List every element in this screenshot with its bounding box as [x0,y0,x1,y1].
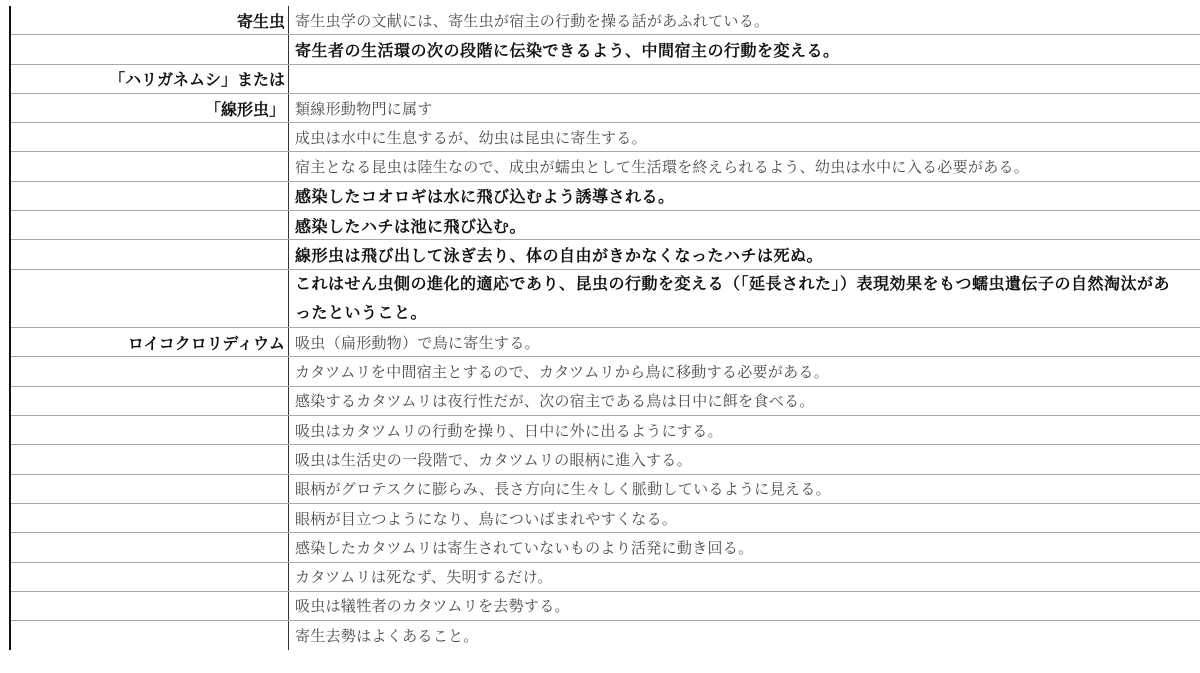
row-text: 成虫は水中に生息するが、幼虫は昆虫に寄生する。 [295,128,647,147]
row-text: 線形虫は飛び出して泳ぎ去り、体の自由がきかなくなったハチは死ぬ。 [295,246,824,266]
row-text: 吸虫は犠牲者のカタツムリを去勢する。 [295,597,570,616]
row-text: 類線形動物門に属す [295,99,433,118]
row-header [11,416,289,444]
row-header [11,621,289,650]
table-row [11,211,1200,240]
row-header [11,35,289,63]
table-row [11,6,1200,35]
row-header [11,182,289,210]
table-row [11,621,1200,650]
table-row [11,533,1200,562]
row-text: 感染したハチは池に飛び込む。 [295,216,527,236]
row-text: 眼柄が目立つようになり、鳥についばまれやすくなる。 [295,509,678,528]
table-row [11,357,1200,386]
row-text: カタツムリは死なず、失明するだけ。 [295,568,553,587]
row-text: 寄生虫学の文献には、寄生虫が宿主の行動を操る話があふれている。 [295,11,770,30]
row-header [11,563,289,591]
row-header [11,504,289,532]
spreadsheet-table [9,6,1200,650]
row-text: これはせん虫側の進化的適応であり、昆虫の行動を変える（「延長された」）表現効果をもつ蠕虫遺伝子の自然淘汰があったということ。 [295,274,1171,323]
row-text: 感染するカタツムリは夜行性だが、次の宿主である鳥は日中に餌を食べる。 [295,392,815,411]
table-row [11,270,1200,329]
row-header [11,592,289,620]
row-header: 寄生虫 [11,6,289,34]
row-header: 「線形虫」 [11,94,289,122]
table-row [11,65,1200,94]
table-row [11,152,1200,181]
table-row [11,240,1200,269]
table-row [11,328,1200,357]
row-header [11,533,289,561]
table-row [11,416,1200,445]
row-text: 吸虫（扁形動物）で鳥に寄生する。 [295,333,540,352]
table-row [11,592,1200,621]
table-row [11,182,1200,211]
table-row [11,123,1200,152]
row-header [11,445,289,473]
row-header [11,270,289,328]
table-row [11,504,1200,533]
row-text: 眼柄がグロテスクに膨らみ、長さ方向に生々しく脈動しているように見える。 [295,480,831,499]
table-row [11,94,1200,123]
row-text: 吸虫は生活史の一段階で、カタツムリの眼柄に進入する。 [295,451,692,469]
row-text: 感染したカタツムリは寄生されていないものより活発に動き回る。 [295,538,754,557]
table-row [11,445,1200,474]
row-header [11,123,289,151]
row-text: 感染したコオロギは水に飛び込むよう誘導される。 [295,187,675,207]
row-text [289,65,1200,93]
row-header [11,475,289,503]
row-header [11,387,289,415]
row-header [11,357,289,385]
row-text: 寄生者の生活環の次の段階に伝染できるよう、中間宿主の行動を変える。 [295,40,840,60]
row-header [11,240,289,268]
table-row [11,35,1200,64]
table-row [11,475,1200,504]
row-header [11,152,289,180]
table-row [11,563,1200,592]
row-text: 寄生去勢はよくあること。 [295,627,479,646]
row-header: 「ハリガネムシ」または [11,65,289,93]
row-text: 宿主となる昆虫は陸生なので、成虫が蠕虫として生活環を終えられるよう、幼虫は水中に入る必要がある。 [295,158,1030,177]
row-header [11,211,289,239]
row-text: カタツムリを中間宿主とするので、カタツムリから鳥に移動する必要がある。 [295,363,830,382]
row-header: ロイコクロリディウム [11,328,289,356]
table-row [11,387,1200,416]
row-text: 吸虫はカタツムリの行動を操り、日中に外に出るようにする。 [295,421,723,440]
